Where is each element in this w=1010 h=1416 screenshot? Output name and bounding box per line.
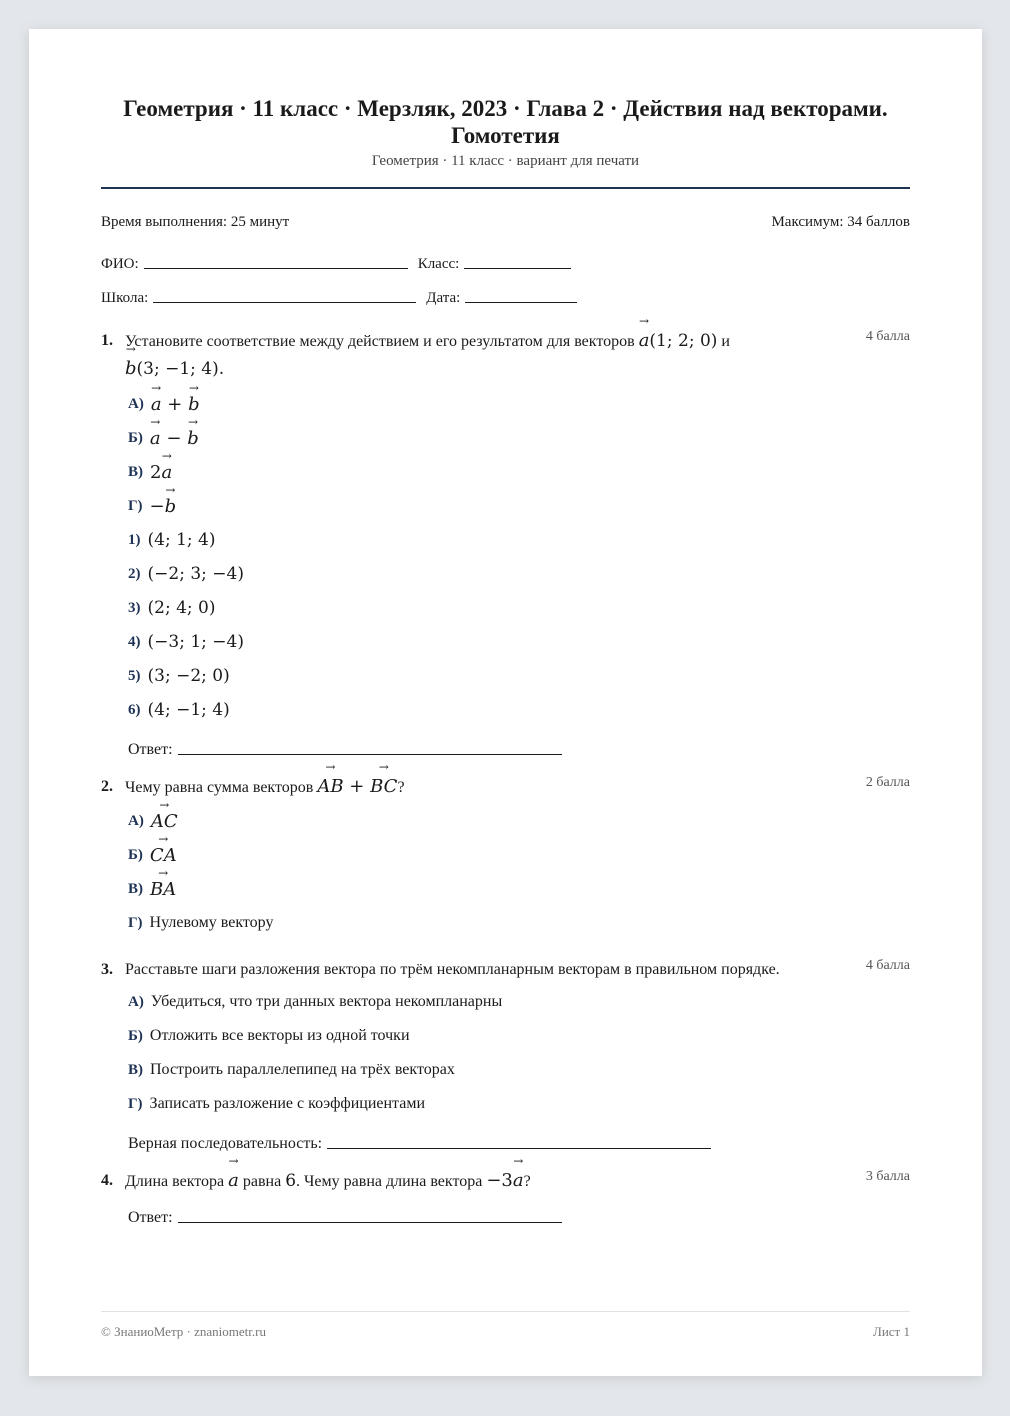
question-points: 3 балла: [865, 1169, 910, 1184]
field-row-1: [101, 239, 910, 273]
result-label: 1): [128, 531, 141, 548]
question-text-part: Чему равна сумма векторов: [125, 779, 314, 796]
result-item: [128, 591, 910, 625]
option-item: [128, 455, 910, 489]
option-item: [128, 421, 910, 455]
step-text: Построить параллелепипед на трёх векторах: [150, 1061, 455, 1078]
vector-length: 6: [285, 1171, 297, 1191]
result-label: 3): [128, 599, 141, 616]
result-label: 5): [128, 667, 141, 684]
result-item: [128, 625, 910, 659]
result-item: [128, 659, 910, 693]
step-label: В): [128, 1061, 143, 1078]
step-item: [128, 1053, 910, 1087]
question-text-part: Длина вектора: [125, 1173, 225, 1190]
question-points: 4 балла: [865, 329, 910, 344]
fio-line[interactable]: [144, 267, 408, 269]
step-text: Отложить все векторы из одной точки: [149, 1027, 410, 1044]
question-text: Расставьте шаги разложения вектора по трём некомпланарным векторам в правильном порядке.: [125, 961, 780, 978]
fio-label: ФИО:: [101, 256, 139, 272]
option-label: В): [128, 463, 143, 480]
step-text: Записать разложение с коэффициентами: [149, 1095, 426, 1112]
page-footer: [101, 1311, 910, 1340]
result-value: (4; −1; 4): [147, 700, 230, 720]
answer-line[interactable]: [327, 1147, 711, 1149]
school-line[interactable]: [153, 301, 416, 303]
result-item: [128, 557, 910, 591]
question-text: [125, 327, 815, 383]
class-line[interactable]: [464, 267, 571, 269]
question-text-part: равна: [242, 1173, 282, 1190]
vector-a-symbol: → a: [639, 327, 650, 354]
step-item: [128, 985, 910, 1019]
answer-label: Ответ:: [128, 1209, 173, 1226]
question-3: [101, 956, 910, 1153]
vector-sum-expression: → AB + → BC: [317, 776, 397, 797]
class-label: Класс:: [417, 256, 460, 272]
option-item: [128, 489, 910, 523]
question-number: 2.: [101, 778, 113, 795]
option-label: Г): [128, 914, 143, 931]
result-value: (2; 4; 0): [147, 598, 216, 618]
page-title: Геометрия · 11 класс · Мерзляк, 2023 · Глава 2 · Действия над векторами. Гомотетия: [123, 96, 888, 148]
vector-b-coords: (3; −1; 4).: [136, 359, 225, 379]
result-value: (−2; 3; −4): [147, 564, 244, 584]
result-label: 4): [128, 633, 141, 650]
result-item: [128, 693, 910, 727]
option-value: → BA: [150, 879, 176, 900]
option-label: Б): [128, 429, 143, 446]
answer-line[interactable]: [178, 1221, 562, 1223]
option-label: В): [128, 880, 143, 897]
options-list: [128, 804, 910, 940]
options-list: [128, 387, 910, 727]
step-item: [128, 1087, 910, 1121]
date-label: Дата:: [426, 290, 461, 306]
vector-b-symbol: → b: [125, 355, 137, 382]
option-label: А): [128, 395, 144, 412]
question-text: Чему равна сумма векторов → AB + → BC?: [125, 773, 815, 801]
question-text-part: и: [721, 333, 730, 350]
result-label: 6): [128, 701, 141, 718]
option-value: → CA: [150, 845, 177, 866]
option-item[interactable]: [128, 838, 910, 872]
result-item: [128, 523, 910, 557]
option-label: Г): [128, 497, 143, 514]
question-number: 3.: [101, 961, 113, 978]
field-row-2: [101, 273, 910, 307]
school-label: Школа:: [101, 290, 149, 306]
student-fields: [101, 239, 910, 307]
question-2: [101, 773, 910, 940]
answer-label: Ответ:: [128, 741, 173, 758]
question-text-part: . Чему равна длина вектора: [296, 1173, 483, 1190]
max-score: Максимум: 34 баллов: [771, 214, 910, 230]
time-limit: Время выполнения: 25 минут: [101, 214, 290, 230]
option-expression: −→ b: [150, 496, 177, 517]
answer-row: [128, 1195, 910, 1227]
option-value: Нулевому вектору: [149, 914, 274, 931]
question-number: 4.: [101, 1172, 113, 1189]
step-item: [128, 1019, 910, 1053]
step-label: Г): [128, 1095, 143, 1112]
answer-row: [128, 1121, 910, 1153]
question-text: Длина вектора → a равна 6. Чему равна длина вектора −3→ a?: [125, 1167, 815, 1195]
answer-line[interactable]: [178, 753, 562, 755]
option-value: → AC: [151, 811, 178, 832]
option-item[interactable]: [128, 872, 910, 906]
answer-label: Верная последовательность:: [128, 1135, 323, 1152]
scaled-vector-expression: −3→ a: [486, 1170, 523, 1191]
option-item[interactable]: [128, 906, 910, 940]
result-value: (4; 1; 4): [147, 530, 216, 550]
date-line[interactable]: [465, 301, 577, 303]
question-points: 4 балла: [865, 958, 910, 973]
option-item: [128, 387, 910, 421]
question-1: [101, 327, 910, 759]
vector-a-symbol: → a: [228, 1167, 239, 1194]
step-text: Убедиться, что три данных вектора некомпланарны: [150, 993, 503, 1010]
step-label: Б): [128, 1027, 143, 1044]
footer-sheet-number: Лист 1: [873, 1324, 910, 1339]
answer-row: [128, 727, 910, 759]
header-divider: [101, 187, 910, 189]
worksheet-page: [29, 29, 982, 1376]
question-number: 1.: [101, 332, 113, 349]
option-expression: 2→ a: [150, 462, 172, 483]
options-list: [128, 985, 910, 1121]
result-value: (3; −2; 0): [147, 666, 230, 686]
option-label: Б): [128, 846, 143, 863]
question-points: 2 балла: [865, 775, 910, 790]
meta-row: [101, 214, 910, 231]
vector-a-coords: (1; 2; 0): [649, 331, 718, 351]
question-4: [101, 1167, 910, 1227]
question-text-part: Установите соответствие между действием и его результатом для векторов: [125, 333, 635, 350]
step-label: А): [128, 993, 144, 1010]
option-expression: → a − → b: [150, 428, 199, 449]
page-subtitle: Геометрия · 11 класс · вариант для печати: [371, 153, 640, 169]
option-item[interactable]: [128, 804, 910, 838]
footer-copyright: © ЗнаниоМетр · znaniometr.ru: [101, 1324, 266, 1339]
result-value: (−3; 1; −4): [147, 632, 244, 652]
result-label: 2): [128, 565, 141, 582]
option-label: А): [128, 812, 144, 829]
option-expression: → a + → b: [151, 394, 200, 415]
